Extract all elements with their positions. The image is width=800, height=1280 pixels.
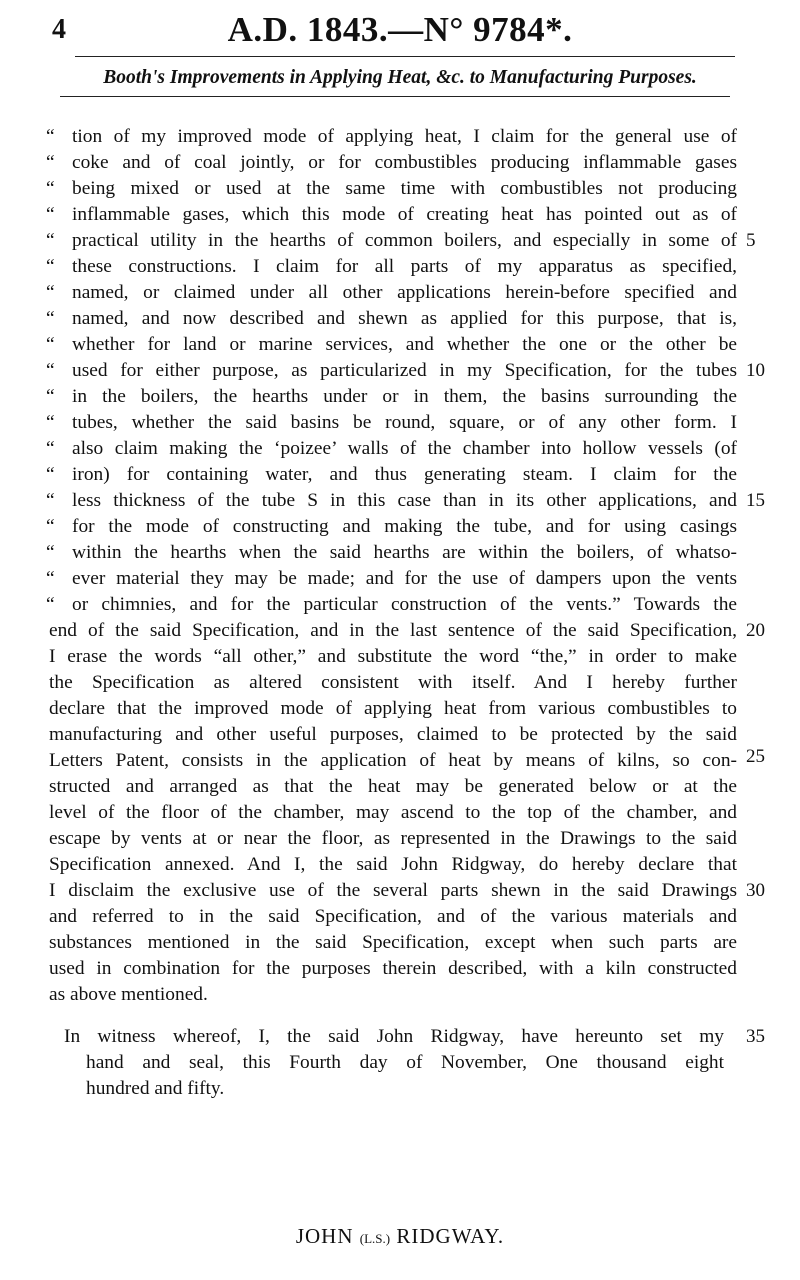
quote-mark: “ — [46, 438, 55, 459]
body-line — [46, 566, 737, 592]
body-line: manufacturing and other useful purposes, claimed to be protected by the said — [49, 724, 737, 745]
body-line-text: or chimnies, and for the particular construction of the vents.” Towards the — [72, 594, 737, 615]
body-line — [46, 488, 737, 514]
body-line-text: practical utility in the hearths of common boilers, and especially in some of — [72, 230, 737, 251]
body-line — [46, 384, 737, 410]
body-line — [46, 254, 737, 280]
quote-mark: “ — [46, 568, 55, 589]
margin-line-number: 15 — [746, 490, 765, 511]
quote-mark: “ — [46, 308, 55, 329]
quote-mark: “ — [46, 152, 55, 173]
title-rule — [75, 56, 735, 57]
body-line — [46, 176, 737, 202]
quote-mark: “ — [46, 282, 55, 303]
margin-line-number: 25 — [746, 746, 765, 767]
body-line — [46, 228, 737, 254]
body-line: substances mentioned in the said Specification, except when such parts are — [49, 932, 737, 953]
quote-mark: “ — [46, 360, 55, 381]
quote-mark: “ — [46, 490, 55, 511]
body-line — [46, 150, 737, 176]
signature-first-name: JOHN — [295, 1224, 354, 1248]
body-line — [46, 540, 737, 566]
witness-line: hand and seal, this Fourth day of November, One thousand eight — [86, 1052, 724, 1073]
subtitle-rule — [60, 96, 730, 97]
body-line-text: whether for land or marine services, and whether the one or the other be — [72, 334, 737, 355]
quote-mark: “ — [46, 464, 55, 485]
body-line — [46, 514, 737, 540]
body-line-text: in the boilers, the hearths under or in them, the basins surrounding the — [72, 386, 737, 407]
body-line — [46, 462, 737, 488]
body-line: and referred to in the said Specification, and of the various materials and — [49, 906, 737, 927]
body-line-text: ever material they may be made; and for the use of dampers upon the vents — [72, 568, 737, 589]
margin-line-number: 35 — [746, 1026, 765, 1047]
signature-seal: (L.S.) — [359, 1231, 391, 1246]
body-line: as above mentioned. — [49, 984, 208, 1005]
body-line: declare that the improved mode of applying heat from various combustibles to — [49, 698, 737, 719]
margin-line-number: 30 — [746, 880, 765, 901]
margin-line-number: 10 — [746, 360, 765, 381]
body-line — [46, 280, 737, 306]
witness-line: hundred and fifty. — [86, 1078, 225, 1099]
body-line-text: tion of my improved mode of applying heat, I claim for the general use of — [72, 126, 737, 147]
body-line: I disclaim the exclusive use of the several parts shewn in the said Drawings — [49, 880, 737, 901]
body-line — [46, 306, 737, 332]
body-line-text: less thickness of the tube S in this case than in its other applications, and — [72, 490, 737, 511]
margin-line-number: 5 — [746, 230, 756, 251]
body-line — [46, 592, 737, 618]
body-line — [46, 202, 737, 228]
body-line: I erase the words “all other,” and substitute the word “the,” in order to make — [49, 646, 737, 667]
signature — [0, 1224, 800, 1249]
quote-mark: “ — [46, 126, 55, 147]
margin-line-number: 20 — [746, 620, 765, 641]
body-line — [46, 410, 737, 436]
witness-line: In witness whereof, I, the said John Ridgway, have hereunto set my — [64, 1026, 724, 1047]
quote-mark: “ — [46, 334, 55, 355]
body-line: level of the floor of the chamber, may ascend to the top of the chamber, and — [49, 802, 737, 823]
quote-mark: “ — [46, 542, 55, 563]
body-line-text: used for either purpose, as particularized in my Specification, for the tubes — [72, 360, 737, 381]
running-title: A.D. 1843.—N° 9784*. — [227, 10, 573, 49]
quote-mark: “ — [46, 386, 55, 407]
quote-mark: “ — [46, 256, 55, 277]
quote-mark: “ — [46, 412, 55, 433]
body-line-text: iron) for containing water, and thus generating steam. I claim for the — [72, 464, 737, 485]
body-line-text: tubes, whether the said basins be round, square, or of any other form. I — [72, 412, 737, 433]
body-line: end of the said Specification, and in the last sentence of the said Specification, — [49, 620, 737, 641]
quote-mark: “ — [46, 594, 55, 615]
quote-mark: “ — [46, 204, 55, 225]
signature-last-name: RIDGWAY. — [396, 1224, 505, 1248]
quote-mark: “ — [46, 230, 55, 251]
body-line-text: inflammable gases, which this mode of creating heat has pointed out as of — [72, 204, 737, 225]
body-line: escape by vents at or near the floor, as represented in the Drawings to the said — [49, 828, 737, 849]
body-line-text: these constructions. I claim for all parts of my apparatus as specified, — [72, 256, 737, 277]
body-line — [46, 124, 737, 150]
body-line-text: for the mode of constructing and making the tube, and for using casings — [72, 516, 737, 537]
quote-mark: “ — [46, 178, 55, 199]
body-line-text: within the hearths when the said hearths are within the boilers, of whatso- — [72, 542, 737, 563]
body-line: structed and arranged as that the heat may be generated below or at the — [49, 776, 737, 797]
body-line: used in combination for the purposes therein described, with a kiln constructed — [49, 958, 737, 979]
body-line: Letters Patent, consists in the application of heat by means of kilns, so con- — [49, 750, 737, 771]
body-line: the Specification as altered consistent with itself. And I hereby further — [49, 672, 737, 693]
body-line-text: coke and of coal jointly, or for combustibles producing inflammable gases — [72, 152, 737, 173]
body-line: Specification annexed. And I, the said John Ridgway, do hereby declare that — [49, 854, 737, 875]
body-line — [46, 358, 737, 384]
body-line-text: being mixed or used at the same time with combustibles not producing — [72, 178, 737, 199]
quote-mark: “ — [46, 516, 55, 537]
page-number: 4 — [52, 14, 66, 45]
body-line — [46, 332, 737, 358]
body-line-text: named, and now described and shewn as applied for this purpose, that is, — [72, 308, 737, 329]
body-line-text: named, or claimed under all other applications herein-before specified and — [72, 282, 737, 303]
page-subtitle: Booth's Improvements in Applying Heat, &c. to Manufacturing Purposes. — [103, 67, 697, 88]
body-line-text: also claim making the ‘poizee’ walls of the chamber into hollow vessels (of — [72, 438, 737, 459]
body-line — [46, 436, 737, 462]
